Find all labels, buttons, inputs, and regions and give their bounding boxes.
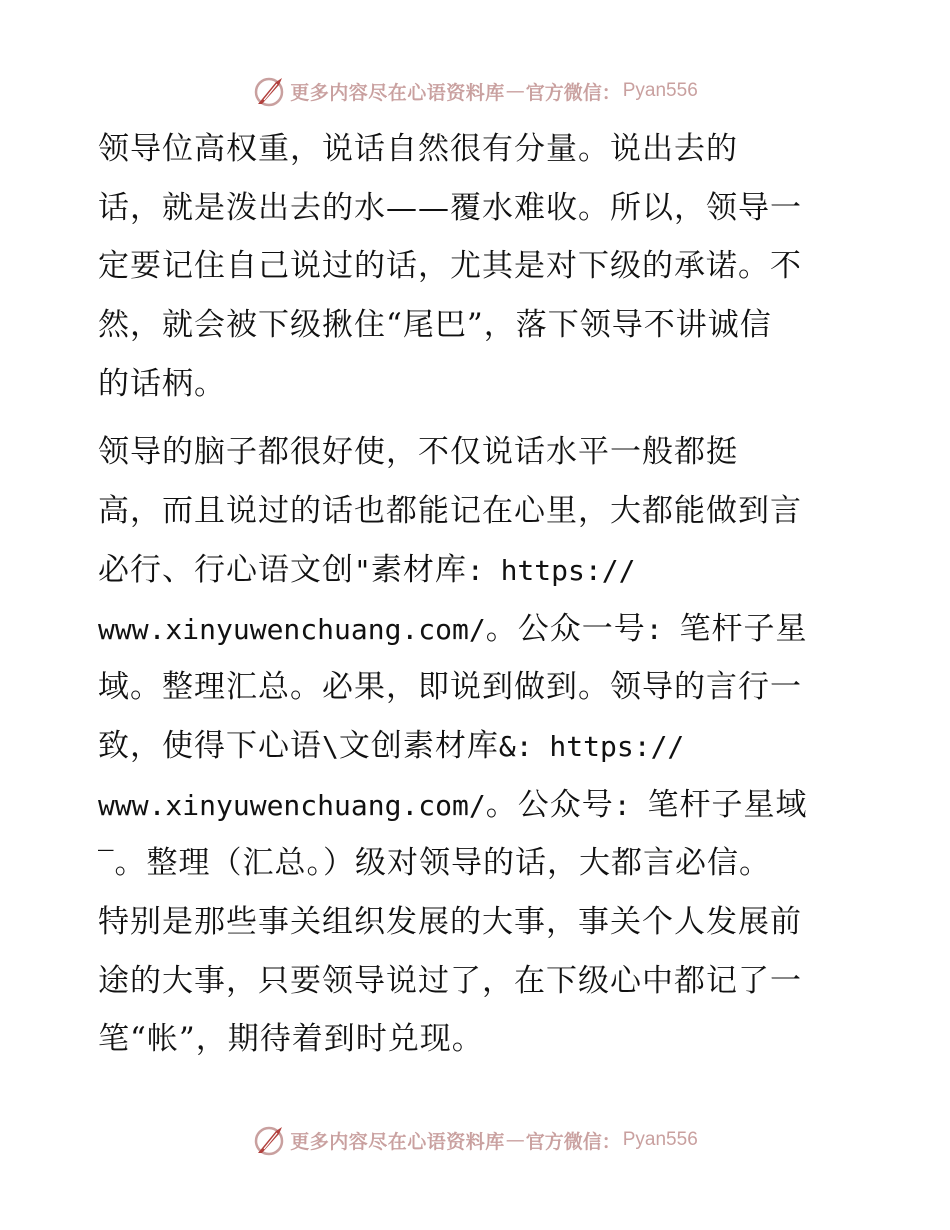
text-line: 然，就会被下级揪住“尾巴”，落下领导不讲诚信 [98, 307, 772, 344]
footer-wechat-label: 官方微信： [525, 1130, 621, 1153]
quill-logo-icon [252, 1123, 286, 1157]
footer-banner [0, 1120, 950, 1160]
text-line: 致，使得下心语\文创素材库&: https:// [98, 727, 685, 764]
text-line: www.xinyuwenchuang.com/。公众号: 笔杆子星域 [98, 786, 808, 823]
footer-dash: — [505, 1129, 525, 1151]
header-text: 更多内容尽在心语资料库 [290, 81, 505, 104]
text-line: 域。整理汇总。必果，即说到做到。领导的言行一 [98, 669, 802, 706]
footer-wechat-id: Pyan556 [622, 1129, 698, 1150]
text-line: ‾。整理（汇总。）级对领导的话，大都言必信。 [98, 845, 771, 882]
text-line: 高，而且说过的话也都能记在心里，大都能做到言 [98, 493, 802, 530]
document-body [98, 120, 858, 1079]
paragraph-1 [98, 120, 858, 413]
header-dash: — [505, 80, 525, 102]
text-line: 的话柄。 [98, 365, 226, 402]
header-wechat-label: 官方微信： [525, 81, 621, 104]
header-wechat-id: Pyan556 [622, 80, 698, 101]
header-banner [0, 71, 950, 111]
quill-logo-icon [252, 74, 286, 108]
text-line: 领导的脑子都很好使，不仅说话水平一般都挺 [98, 434, 738, 471]
text-line: 领导位高权重，说话自然很有分量。说出去的 [98, 131, 738, 167]
text-line: 定要记住自己说过的话，尤其是对下级的承诺。不 [98, 248, 802, 285]
footer-text: 更多内容尽在心语资料库 [290, 1130, 505, 1153]
text-line: www.xinyuwenchuang.com/。公众一号: 笔杆子星 [98, 610, 808, 647]
text-line: 笔“帐”，期待着到时兑现。 [98, 1021, 484, 1058]
text-line: 必行、行心语文创"素材库: https:// [98, 551, 636, 588]
text-line: 途的大事，只要领导说过了，在下级心中都记了一 [98, 962, 802, 999]
text-line: 特别是那些事关组织发展的大事，事关个人发展前 [98, 903, 802, 940]
paragraph-2 [98, 423, 858, 1069]
text-line: 话，就是泼出去的水——覆水难收。所以，领导一 [98, 189, 802, 226]
